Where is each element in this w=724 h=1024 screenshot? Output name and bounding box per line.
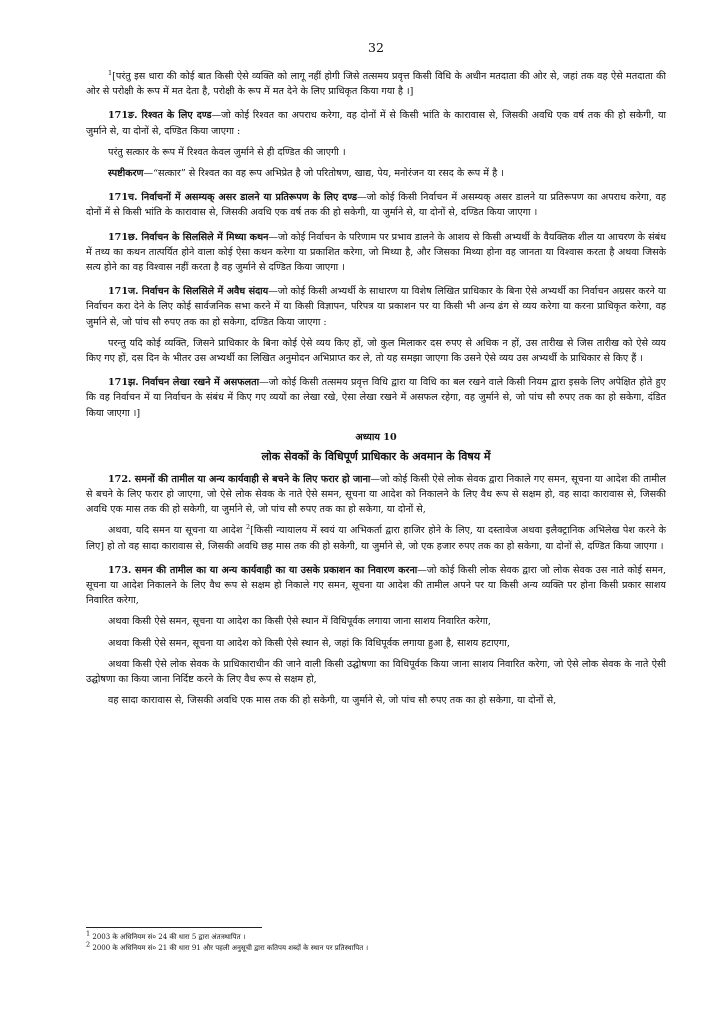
section-171e-explanation	[86, 166, 666, 181]
section-heading: 171च. निर्वाचनों में असम्यक् असर डालने या प्रतिरूपण के लिए दण्ड	[108, 192, 358, 204]
page-number: 32	[368, 40, 384, 55]
footnote	[86, 940, 666, 954]
footnote-divider	[86, 927, 262, 928]
section-171e	[86, 108, 666, 138]
section-heading: 171झ. निर्वाचन लेखा रखने में असफलता	[108, 377, 260, 389]
section-171f	[86, 190, 666, 220]
section-body: —जो कोई रिश्वत का अपराध करेगा, वह दोनों में से किसी भांति के कारावास से, जिसकी अवधि एक वर्ष तक की हो सकेगी, या जुर्माने से, या दोनों से, दण्डित किया जाएगा :	[86, 110, 666, 137]
section-heading: 171छ. निर्वाचन के सिलसिले में मिथ्या कथन	[108, 231, 269, 243]
section-173-clause: अथवा किसी ऐसे लोक सेवक के प्राधिकाराधीन की जाने वाली किसी उद्घोषणा का विधिपूर्वक किया जाना साशय निवारित करेगा, जो ऐसे लोक सेवक के नाते ऐसी उद्घोषणा का किया जाना निर्दिष्ट करने के लिए वैध रूप से सक्षम हो,	[86, 658, 666, 686]
section-173-clause: अथवा किसी ऐसे समन, सूचना या आदेश का किसी ऐसे स्थान में विधिपूर्वक लगाया जाना साशय निवारित करेगा,	[108, 616, 491, 628]
section-173	[86, 563, 666, 609]
section-171e-proviso: परंतु सत्कार के रूप में रिश्वत केवल जुर्माने से ही दण्डित की जाएगी ।	[108, 146, 346, 158]
section-173-clause: अथवा किसी ऐसे समन, सूचना या आदेश को किसी ऐसे स्थान से, जहां कि विधिपूर्वक लगाया हुआ है, साशय हटाएगा,	[108, 637, 510, 649]
section-heading: 171ज. निर्वाचन के सिलसिले में अवैध संदाय	[108, 286, 269, 298]
document-page	[86, 40, 666, 715]
intro-text: [परंतु इस धारा की कोई बात किसी ऐसे व्यक्ति को लागू नहीं होगी जिसे तत्समय प्रवृत्त किसी विधि के अधीन मतदाता की ओर से, जहां तक वह ऐसे मतदाता की ओर से परोक्षी के रूप में मत देता है, परोक्षी के रूप में मत देने के लिए प्राधिकृत किया गया है ।]	[86, 71, 666, 98]
alternative-text-end: [किसी न्यायालय में स्वयं या अभिकर्ता द्वारा हाजिर होने के लिए, या दस्तावेज अथवा इलैक्ट्रानिक अभिलेख पेश करने के लिए] हो तो वह सादा कारावास से, जिसकी अवधि छह मास तक की हो सकेगी, या जुर्माने से, जो एक हजार रुपए तक का हो सकेगा, या दोनों से, दण्डित किया जाएगा ।	[86, 525, 666, 552]
section-body: —जो कोई किसी अभ्यर्थी के साधारण या विशेष लिखित प्राधिकार के बिना ऐसे अभ्यर्थी का निर्वाचन अग्रसर करने या निर्वाचन करा देने के लिए कोई सार्वजनिक सभा करने में या किसी विज्ञापन, परिपत्र या प्रकाशन पर या किसी भी अन्य ढंग से व्यय करेगा या करना प्राधिकृत करेगा, वह जुर्माने से, जो पांच सौ रुपए तक का हो सकेगा, दण्डित किया जाएगा :	[86, 286, 666, 328]
section-171h	[86, 284, 666, 330]
explanation-text: —“सत्कार” से रिश्वत का वह रूप अभिप्रेत है जो परितोषण, खाद्य, पेय, मनोरंजन या रसद के रूप में है ।	[143, 168, 504, 180]
section-heading: 171ङ. रिश्वत के लिए दण्ड	[108, 110, 212, 122]
footnote-marker: 1	[108, 68, 113, 77]
footnote	[86, 929, 666, 943]
footnote-marker: 2	[246, 523, 251, 532]
explanation-label: स्पष्टीकरण	[108, 168, 144, 180]
section-172	[86, 472, 666, 518]
footnote-text: 2003 के अधिनियम सं० 24 की धारा 5 द्वारा अंतःस्थापित ।	[92, 933, 246, 941]
section-body: —जो कोई किसी तत्समय प्रवृत्त विधि द्वारा या विधि का बल रखने वाले किसी नियम द्वारा इसके लिए अपेक्षित होते हुए कि वह निर्वाचन में या निर्वाचन के संबंध में किए गए व्ययों का लेखा रखे, ऐसा लेखा रखने में असफल रहेगा, वह जुर्माने से, जो पांच सौ रुपए तक का हो सकेगा, दंडित किया जाएगा ।]	[86, 377, 666, 419]
section-body: —जो कोई निर्वाचन के परिणाम पर प्रभाव डालने के आशय से किसी अभ्यर्थी के वैयक्तिक शील या आचरण के संबंध में तथ्य का कथन तात्पर्यित होने वाला कोई ऐसा कथन करेगा या प्रकाशित करेगा, जो मिथ्या है, और जिसका मिथ्या होना वह जानता या विश्वास करता है अथवा जिसके सत्य होने का वह विश्वास नहीं करता है वह जुर्माने से दण्डित किया जाएगा ।	[86, 231, 666, 274]
footnote-text: 2000 के अधिनियम सं० 21 की धारा 91 और पहली अनुसूची द्वारा कतिपय शब्दों के स्थान पर प्रतिस्थापित ।	[92, 944, 369, 952]
footnotes	[86, 927, 666, 954]
intro-paragraph	[86, 69, 666, 99]
section-heading: 172. समनों की तामील या अन्य कार्यवाही से बचने के लिए फरार हो जाना	[108, 473, 371, 485]
section-body: —जो कोई किसी ऐसे लोक सेवक द्वारा निकाले गए समन, सूचना या आदेश की तामील से बचने के लिए फरार हो जाएगा, जो ऐसे लोक सेवक के नाते ऐसे समन, सूचना या आदेश को निकालने के लिए वैध रूप से सक्षम हो, वह सादा कारावास से, जिसकी अवधि एक मास तक की हो सकेगी, या जुर्माने से, जो पांच सौ रुपए तक का हो सकेगा, या दोनों से,	[86, 473, 667, 516]
footnote-marker: 2	[86, 940, 91, 949]
footnote-marker: 1	[86, 929, 91, 938]
section-172-alternative	[86, 523, 666, 553]
section-171g	[86, 230, 666, 276]
alternative-text-start: अथवा, यदि समन या सूचना या आदेश	[108, 525, 247, 537]
section-body: —जो कोई किसी निर्वाचन में असम्यक् असर डालने या प्रतिरूपण का अपराध करेगा, वह दोनों में से किसी भांति के कारावास से, जिसकी अवधि एक वर्ष तक की हो सकेगी, या जुर्माने से, या दोनों से, दण्डित किया जाएगा ।	[86, 192, 666, 219]
section-body: —जो कोई किसी लोक सेवक द्वारा जो लोक सेवक उस नाते कोई समन, सूचना या आदेश निकालने के लिए वैध रूप से सक्षम हो निकाले गए समन, सूचना या आदेश की तामील अपने पर या किसी अन्य व्यक्ति पर होना किसी प्रकार साशय निवारित करेगा,	[86, 564, 666, 607]
section-171i	[86, 375, 666, 421]
section-171h-proviso: परन्तु यदि कोई व्यक्ति, जिसने प्राधिकार के बिना कोई ऐसे व्यय किए हों, जो कुल मिलाकर दस रुपए से अधिक न हों, उस तारीख से जिस तारीख को ऐसे व्यय किए गए हों, दस दिन के भीतर उस अभ्यर्थी का लिखित अनुमोदन अभिप्राप्त कर ले, तो यह समझा जाएगा कि उसने ऐसे व्यय उस अभ्यर्थी के प्राधिकार से किए हैं ।	[86, 337, 666, 365]
section-173-penalty: वह सादा कारावास से, जिसकी अवधि एक मास तक की हो सकेगी, या जुर्माने से, जो पांच सौ रुपए तक का हो सकेगा, या दोनों से,	[108, 695, 557, 707]
chapter-number: अध्याय 10	[355, 431, 397, 443]
chapter-title: लोक सेवकों के विधिपूर्ण प्राधिकार के अवमान के विषय में	[261, 449, 491, 463]
section-heading: 173. समन की तामील का या अन्य कार्यवाही का या उसके प्रकाशन का निवारण करना	[108, 564, 418, 576]
